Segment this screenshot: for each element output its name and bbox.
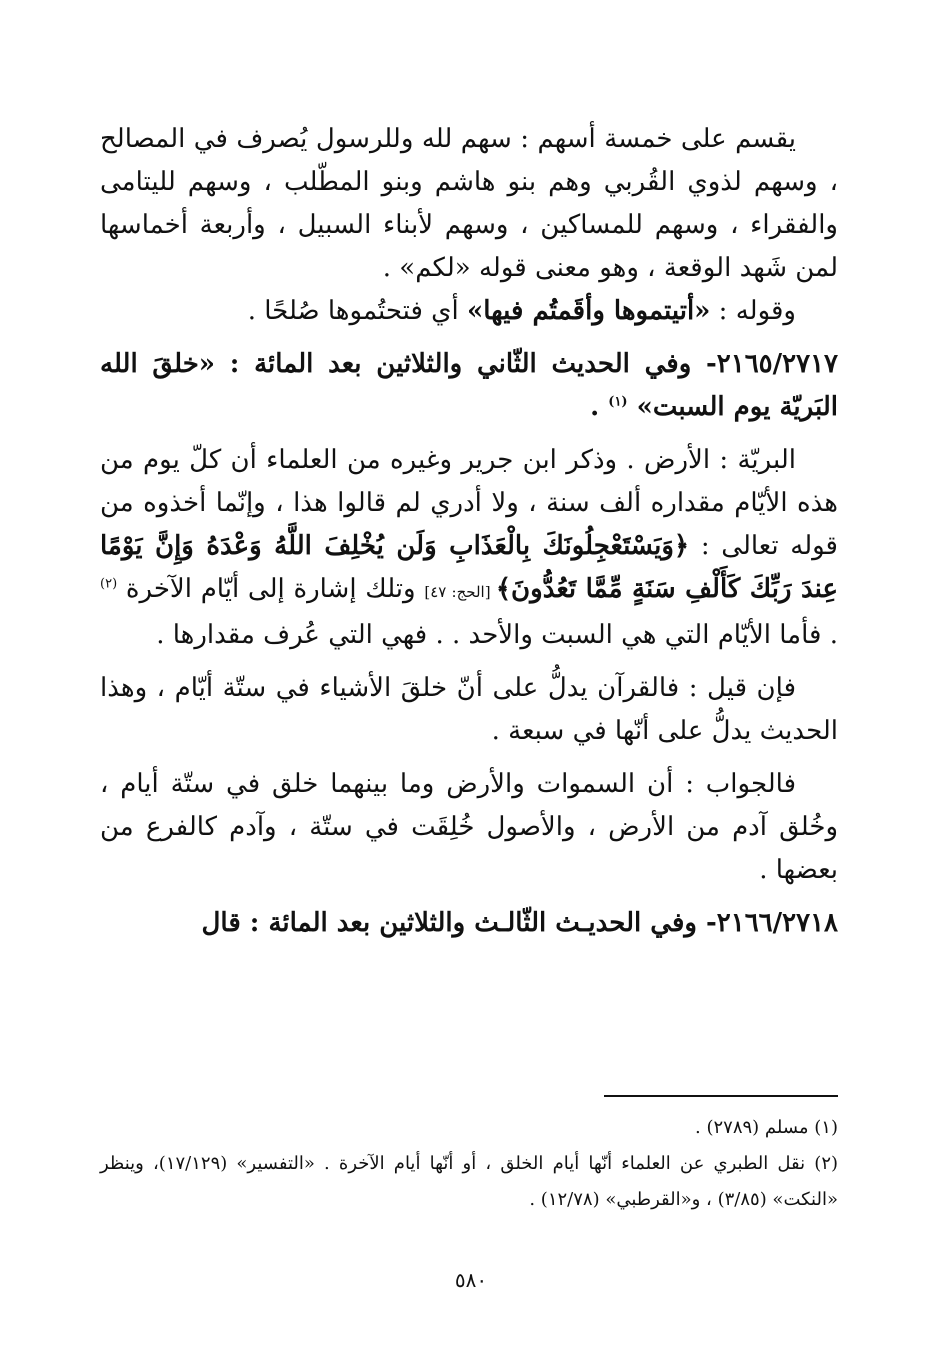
quoted-phrase: «أتيتموها وأقَمتُم فيها» bbox=[467, 296, 711, 326]
paragraph-qawluhu bbox=[100, 290, 838, 333]
main-text bbox=[100, 118, 838, 945]
paragraph-suffix: أي فتحتُموها صُلحًا . bbox=[247, 296, 467, 326]
paragraph-text: فالجواب : أن السموات والأرض وما بينهما خلق في ستّة أيام ، وخُلق آدم من الأرض ، والأصول خُلِقَت في ستّة ، وآدم كالفرع من بعضها . bbox=[100, 769, 838, 885]
footnote-2: (٢) نقل الطبري عن العلماء أنّها أيام الخلق ، أو أنّها أيام الآخرة . «التفسير» (١٧/١٢٩)، وينظر «النكت» (٣/٨٥) ، و«القرطبي» (١٢/٧٨) . bbox=[100, 1153, 839, 1210]
footnotes bbox=[100, 1110, 838, 1218]
paragraph-text: . فأما الأيّام التي هي السبت والأحد . . فهي التي عُرف مقدارها . bbox=[156, 620, 838, 650]
paragraph-answer bbox=[100, 763, 838, 892]
paragraph-bariyya bbox=[100, 439, 838, 657]
paragraph-text: يقسم على خمسة أسهم : سهم لله وللرسول يُصرف في المصالح ، وسهم لذوي القُربي وهم بنو هاشم وبنو المطّلب ، وسهم لليتامى والفقراء ، وسهم للمساكين ، وسهم لأبناء السبيل ، وأربعة أخماسها لمن شَهد الوقعة ، وهو معنى قوله «لكم» . bbox=[100, 124, 838, 283]
footnote-separator bbox=[604, 1095, 838, 1097]
footnote-marker-1: (١) bbox=[608, 394, 628, 410]
hadith-heading-text: ٢١٦٥/٢٧١٧- وفي الحديث الثّاني والثلاثين بعد المائة : «خلقَ الله البَريّة يوم السبت» bbox=[100, 349, 838, 422]
paragraph-text: البريّة : الأرض . وذكر ابن جرير وغيره من العلماء أن كلّ يوم من هذه الأيّام مقداره ألف سنة ، ولا أدري لم قالوا هذا ، وإنّما أخذوه من قوله تعالى : bbox=[100, 445, 838, 561]
hadith-heading-2165 bbox=[100, 343, 838, 429]
paragraph-objection bbox=[100, 667, 838, 753]
hadith-heading-text: ٢١٦٦/٢٧١٨- وفي الحديـث الثّالـث والثلاثين بعد المائة : قال bbox=[201, 908, 838, 938]
heading-end: . bbox=[590, 392, 609, 422]
paragraph-text: فإن قيل : فالقرآن يدلُّ على أنّ خلقَ الأشياء في ستّة أيّام ، وهذا الحديث يدلُّ على أنّها في سبعة . bbox=[100, 673, 838, 746]
paragraph-prefix: وقوله : bbox=[710, 296, 796, 326]
verse-reference: [الحج: ٤٧] bbox=[424, 583, 496, 601]
hadith-heading-2166 bbox=[100, 902, 838, 945]
paragraph-tafsir bbox=[100, 118, 838, 290]
page-number: ٥٨٠ bbox=[454, 1268, 488, 1292]
paragraph-text: وتلك إشارة إلى أيّام الآخرة bbox=[125, 574, 425, 604]
footnote-marker-2: (٢) bbox=[100, 576, 118, 592]
footnote-1: (١) مسلم (٢٧٨٩) . bbox=[695, 1117, 838, 1138]
quran-verse: ﴿وَيَسْتَعْجِلُونَكَ بِالْعَذَابِ وَلَن يُخْلِفَ اللَّهُ وَعْدَهُ وَإِنَّ يَوْمًا عِندَ رَبِّكَ كَأَلْفِ سَنَةٍ مِّمَّا تَعُدُّونَ﴾ bbox=[100, 531, 839, 604]
